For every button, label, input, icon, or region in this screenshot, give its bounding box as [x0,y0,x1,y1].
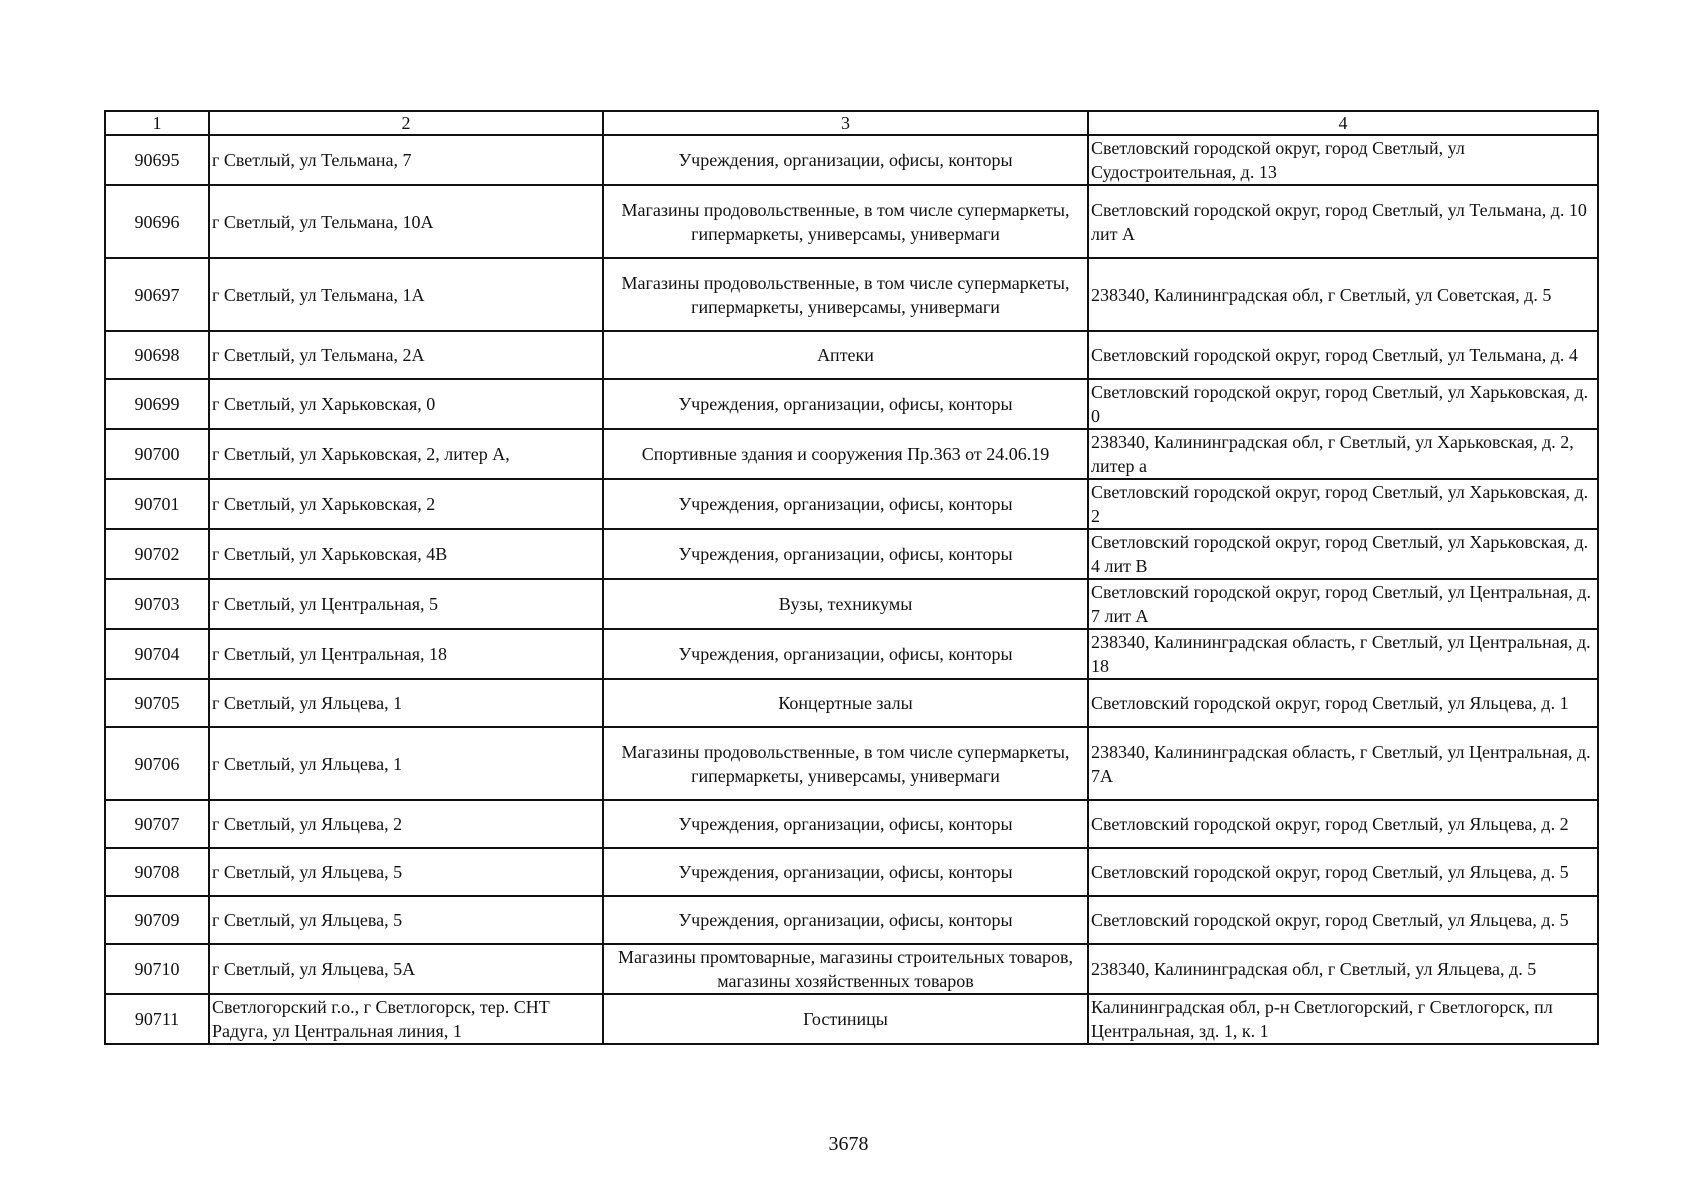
location-cell: 238340, Калининградская обл, г Светлый, ул Харьковская, д. 2, литер а [1088,429,1598,479]
table-row [105,994,1598,1044]
record-id-cell: 90711 [105,994,209,1044]
record-id-cell: 90707 [105,800,209,848]
record-id-cell: 90703 [105,579,209,629]
category-cell: Спортивные здания и сооружения Пр.363 от 24.06.19 [603,429,1088,479]
table-row [105,479,1598,529]
record-id-cell: 90702 [105,529,209,579]
address-cell: г Светлый, ул Яльцева, 1 [209,679,603,727]
location-cell: Светловский городской округ, город Светлый, ул Тельмана, д. 10 лит А [1088,185,1598,258]
category-cell: Учреждения, организации, офисы, конторы [603,848,1088,896]
category-cell: Учреждения, организации, офисы, конторы [603,629,1088,679]
record-id-cell: 90699 [105,379,209,429]
record-id-cell: 90697 [105,258,209,331]
table-row [105,135,1598,185]
location-cell: Светловский городской округ, город Светлый, ул Центральная, д. 7 лит А [1088,579,1598,629]
table-row [105,679,1598,727]
category-cell: Учреждения, организации, офисы, конторы [603,800,1088,848]
address-cell: г Светлый, ул Яльцева, 5 [209,848,603,896]
record-id-cell: 90701 [105,479,209,529]
location-cell: 238340, Калининградская обл, г Светлый, ул Яльцева, д. 5 [1088,944,1598,994]
category-cell: Учреждения, организации, офисы, конторы [603,479,1088,529]
category-cell: Магазины промтоварные, магазины строительных товаров, магазины хозяйственных товаров [603,944,1088,994]
location-cell: Светловский городской округ, город Светлый, ул Судостроительная, д. 13 [1088,135,1598,185]
address-cell: г Светлый, ул Харьковская, 4В [209,529,603,579]
column-header: 4 [1088,111,1598,135]
category-cell: Учреждения, организации, офисы, конторы [603,529,1088,579]
location-cell: Калининградская обл, р-н Светлогорский, г Светлогорск, пл Центральная, зд. 1, к. 1 [1088,994,1598,1044]
table-row [105,258,1598,331]
column-header: 2 [209,111,603,135]
location-cell: Светловский городской округ, город Светлый, ул Харьковская, д. 0 [1088,379,1598,429]
location-cell: Светловский городской округ, город Светлый, ул Харьковская, д. 4 лит В [1088,529,1598,579]
location-cell: Светловский городской округ, город Светлый, ул Яльцева, д. 1 [1088,679,1598,727]
address-cell: г Светлый, ул Центральная, 18 [209,629,603,679]
record-id-cell: 90704 [105,629,209,679]
table-row [105,629,1598,679]
location-cell: Светловский городской округ, город Светлый, ул Яльцева, д. 5 [1088,896,1598,944]
address-cell: г Светлый, ул Тельмана, 10А [209,185,603,258]
record-id-cell: 90698 [105,331,209,379]
address-cell: Светлогорский г.о., г Светлогорск, тер. СНТ Радуга, ул Центральная линия, 1 [209,994,603,1044]
category-cell: Аптеки [603,331,1088,379]
location-cell: Светловский городской округ, город Светлый, ул Яльцева, д. 5 [1088,848,1598,896]
category-cell: Магазины продовольственные, в том числе супермаркеты, гипермаркеты, универсамы, универмаги [603,727,1088,800]
table-row [105,896,1598,944]
table-row [105,800,1598,848]
category-cell: Учреждения, организации, офисы, конторы [603,379,1088,429]
header-row [105,111,1598,135]
page-number: 3678 [828,1133,869,1155]
record-id-cell: 90696 [105,185,209,258]
location-cell: Светловский городской округ, город Светлый, ул Тельмана, д. 4 [1088,331,1598,379]
table-row [105,429,1598,479]
record-id-cell: 90700 [105,429,209,479]
category-cell: Магазины продовольственные, в том числе супермаркеты, гипермаркеты, универсамы, универмаги [603,185,1088,258]
table-row [105,944,1598,994]
table-row [105,727,1598,800]
table-row [105,529,1598,579]
column-header: 1 [105,111,209,135]
address-cell: г Светлый, ул Яльцева, 1 [209,727,603,800]
address-cell: г Светлый, ул Харьковская, 2, литер А, [209,429,603,479]
address-cell: г Светлый, ул Яльцева, 5А [209,944,603,994]
data-table [104,110,1599,1045]
address-cell: г Светлый, ул Тельмана, 2А [209,331,603,379]
record-id-cell: 90706 [105,727,209,800]
location-cell: Светловский городской округ, город Светлый, ул Яльцева, д. 2 [1088,800,1598,848]
address-cell: г Светлый, ул Тельмана, 7 [209,135,603,185]
table-row [105,848,1598,896]
address-cell: г Светлый, ул Центральная, 5 [209,579,603,629]
table-row [105,331,1598,379]
record-id-cell: 90710 [105,944,209,994]
record-id-cell: 90709 [105,896,209,944]
table-row [105,579,1598,629]
address-cell: г Светлый, ул Яльцева, 5 [209,896,603,944]
address-cell: г Светлый, ул Харьковская, 2 [209,479,603,529]
table-row [105,379,1598,429]
location-cell: Светловский городской округ, город Светлый, ул Харьковская, д. 2 [1088,479,1598,529]
record-id-cell: 90695 [105,135,209,185]
location-cell: 238340, Калининградская область, г Светлый, ул Центральная, д. 7А [1088,727,1598,800]
address-cell: г Светлый, ул Харьковская, 0 [209,379,603,429]
category-cell: Гостиницы [603,994,1088,1044]
location-cell: 238340, Калининградская обл, г Светлый, ул Советская, д. 5 [1088,258,1598,331]
category-cell: Учреждения, организации, офисы, конторы [603,135,1088,185]
address-cell: г Светлый, ул Тельмана, 1А [209,258,603,331]
category-cell: Вузы, техникумы [603,579,1088,629]
address-cell: г Светлый, ул Яльцева, 2 [209,800,603,848]
category-cell: Концертные залы [603,679,1088,727]
record-id-cell: 90708 [105,848,209,896]
category-cell: Магазины продовольственные, в том числе супермаркеты, гипермаркеты, универсамы, универмаги [603,258,1088,331]
category-cell: Учреждения, организации, офисы, конторы [603,896,1088,944]
table-row [105,185,1598,258]
record-id-cell: 90705 [105,679,209,727]
location-cell: 238340, Калининградская область, г Светлый, ул Центральная, д. 18 [1088,629,1598,679]
column-header: 3 [603,111,1088,135]
